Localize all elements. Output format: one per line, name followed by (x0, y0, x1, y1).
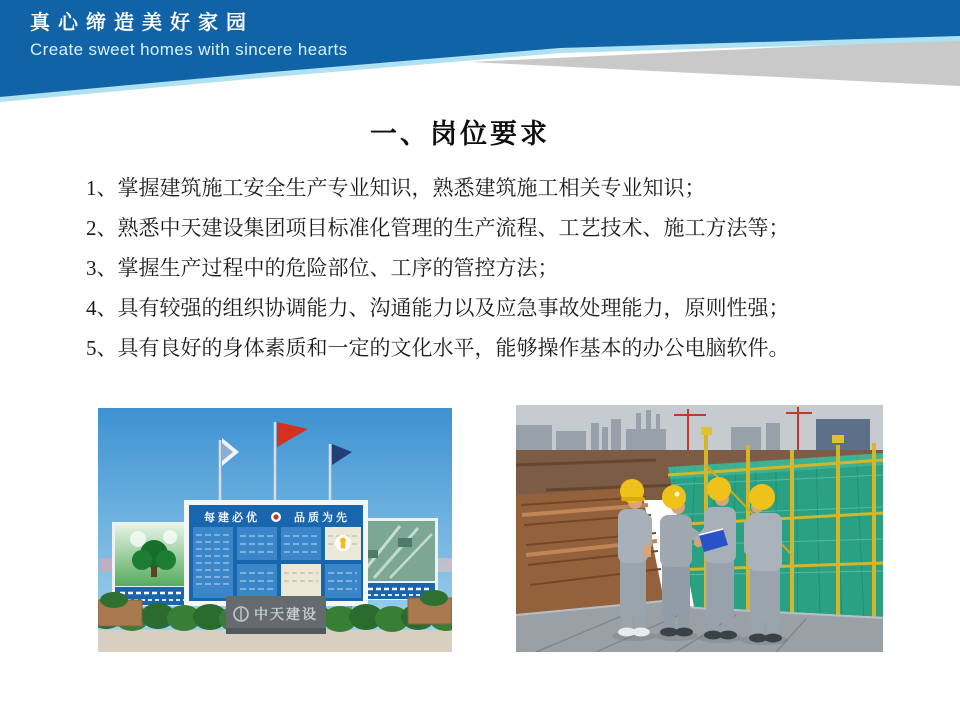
hard-hat-icon (662, 485, 686, 509)
company-base-sign (226, 596, 326, 634)
requirement-item-1: 1、掌握建筑施工安全生产专业知识，熟悉建筑施工相关专业知识； (86, 176, 706, 200)
board-headline-left: 每建必优 (204, 512, 260, 524)
hard-hat-icon (749, 484, 775, 510)
requirement-item-3: 3、掌握生产过程中的危险部位、工序的管控方法； (86, 256, 559, 280)
header-subtitle-en: Create sweet homes with sincere hearts (30, 40, 348, 59)
requirement-item-4: 4、具有较强的组织协调能力、沟通能力以及应急事故处理能力，原则性强； (86, 296, 790, 320)
header-text-block (30, 10, 348, 62)
header-title-cn: 真心缔造美好家园 (30, 12, 254, 34)
requirements-list (86, 168, 926, 368)
board-logo-dot (273, 514, 278, 519)
board-headline-right: 品质为先 (294, 512, 350, 524)
photo-workers (516, 405, 883, 652)
requirement-item-2: 2、熟悉中天建设集团项目标准化管理的生产流程、工艺技术、施工方法等； (86, 216, 790, 240)
page-title: 一、岗位要求 (370, 119, 550, 149)
photo-bulletin-board (98, 408, 452, 652)
hard-hat-icon (707, 477, 731, 501)
company-base-label: 中天建设 (254, 606, 318, 622)
requirement-item-5: 5、具有良好的身体素质和一定的文化水平，能够操作基本的办公电脑软件。 (86, 336, 790, 360)
